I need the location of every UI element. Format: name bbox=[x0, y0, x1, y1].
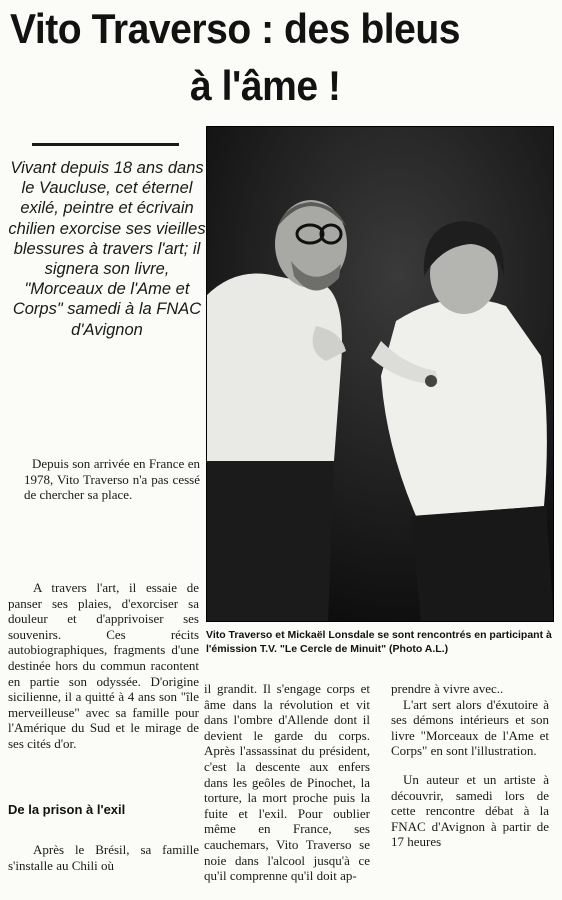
headline-line-1: Vito Traverso : des bleus bbox=[10, 5, 461, 52]
subheading: De la prison à l'exil bbox=[8, 802, 126, 817]
photo-caption: Vito Traverso et Mickaël Lonsdale se sont rencontrés en participant à l'émission T.V. "Le Cercle de Minuit" (Photo A.L.) bbox=[206, 629, 552, 655]
column-3-continuation: prendre à vivre avec.. bbox=[391, 681, 504, 696]
column-3 bbox=[391, 681, 549, 850]
lead-divider bbox=[32, 143, 179, 146]
column-3-art-paragraph: L'art sert alors d'éxutoire à ses démons intérieurs et son livre "Morceaux de l'Ame et Corps" en sont l'illustration. bbox=[391, 696, 549, 759]
bresil-paragraph: Après le Brésil, sa famille s'installe au Chili où bbox=[8, 842, 199, 873]
headline-line-2: à l'âme ! bbox=[190, 62, 341, 109]
intro-paragraph: Depuis son arrivée en France en 1978, Vito Traverso n'a pas cessé de chercher sa place. bbox=[24, 456, 200, 503]
lead-paragraph: Vivant depuis 18 ans dans le Vaucluse, cet éternel exilé, peintre et écrivain chilien exorcise ses vieilles blessures à travers l'art; il signera son livre, "Morceaux de l'Ame et Corps" samedi à la FNAC d'Avignon bbox=[8, 159, 206, 339]
photo bbox=[206, 126, 554, 622]
column-3-event-paragraph: Un auteur et un artiste à découvrir, samedi lors de cette rencontre débat à la FNAC d'Avignon à partir de 17 heures bbox=[391, 771, 549, 850]
photo-illustration bbox=[206, 126, 554, 622]
column-2-paragraph: il grandit. Il s'engage corps et âme dans la révolution et vit dans l'ombre d'Allende dont il devient le garde du corps. Après l'assassinat du président, c'est la descente aux enfers dans les geôles de Pinochet, la torture, la mort proche puis la fuite et l'exil. Pour oublier même en France, ses cauchemars, Vito Traverso se noie dans l'alcool jusqu'à ce qu'il comprenne qu'il doit ap- bbox=[204, 681, 370, 884]
art-paragraph: A travers l'art, il essaie de panser ses plaies, d'exorciser sa douleur et d'apprivoiser ses souvenirs. Ces récits autobiographiques, fragments d'une destinée hors du commun racontent en partie son odyssée. D'origine sicilienne, il a quitté à 4 ans son "île merveilleuse" avec sa famille pour l'Amérique du Sud et le mirage de ses cités d'or. bbox=[8, 580, 199, 751]
